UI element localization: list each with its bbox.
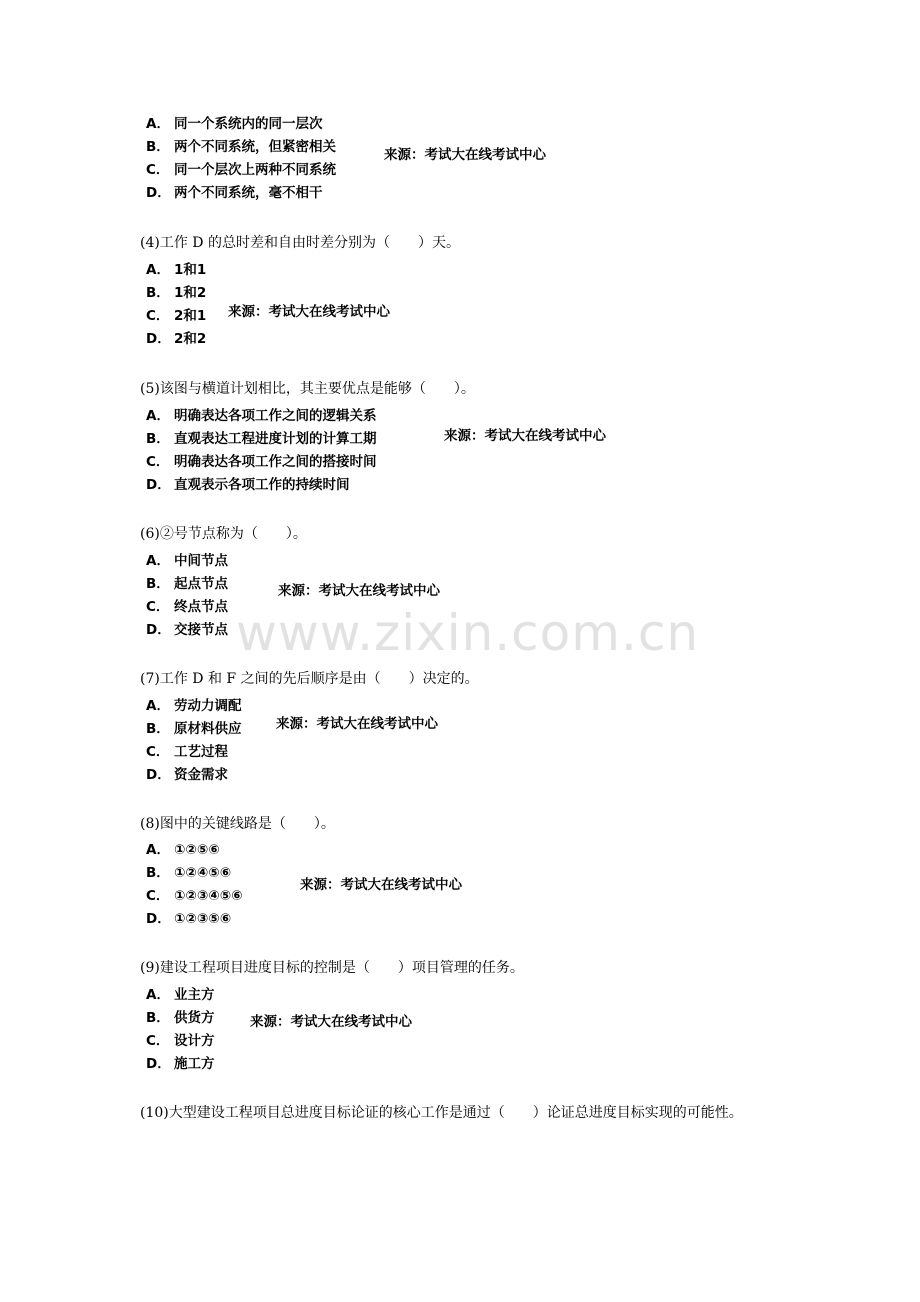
option-c: C． 设计方 — [146, 1033, 215, 1049]
option-b: B． 供货方 — [146, 1010, 215, 1026]
option-a: A． 业主方 — [146, 987, 215, 1003]
option-c: C． 明确表达各项工作之间的搭接时间 — [146, 454, 377, 470]
question-8: (8)图中的关键线路是（ ）。 — [140, 816, 335, 832]
question-9: (9)建设工程项目进度目标的控制是（ ）项目管理的任务。 — [140, 960, 524, 976]
option-d: D． 2和2 — [146, 331, 207, 347]
option-a: A． 同一个系统内的同一层次 — [146, 116, 323, 132]
option-d: D． ①②③⑤⑥ — [146, 911, 232, 927]
option-b: B． 直观表达工程进度计划的计算工期 — [146, 431, 377, 447]
source-label: 来源：考试大在线考试中心 — [300, 877, 462, 893]
option-c: C． 2和1 — [146, 308, 207, 324]
question-6: (6)②号节点称为（ ）。 — [140, 526, 307, 542]
question-10: (10)大型建设工程项目总进度目标论证的核心工作是通过（ ）论证总进度目标实现的可能性。 — [140, 1105, 743, 1121]
option-a: A． 中间节点 — [146, 553, 228, 569]
source-label: 来源：考试大在线考试中心 — [278, 583, 440, 599]
option-b: B． 1和2 — [146, 285, 207, 301]
option-d: D． 两个不同系统，毫不相干 — [146, 185, 323, 201]
option-b: B． ①②④⑤⑥ — [146, 865, 232, 881]
option-b: B． 原材料供应 — [146, 721, 242, 737]
option-a: A． 1和1 — [146, 262, 207, 278]
source-label: 来源：考试大在线考试中心 — [228, 304, 390, 320]
source-label: 来源：考试大在线考试中心 — [444, 428, 606, 444]
question-5: (5)该图与横道计划相比，其主要优点是能够（ ）。 — [140, 381, 475, 397]
option-c: C． 工艺过程 — [146, 744, 228, 760]
option-d: D． 资金需求 — [146, 767, 228, 783]
option-c: C． 终点节点 — [146, 599, 228, 615]
option-d: D． 直观表示各项工作的持续时间 — [146, 477, 350, 493]
option-a: A． 明确表达各项工作之间的逻辑关系 — [146, 408, 377, 424]
option-b: B． 两个不同系统，但紧密相关 — [146, 139, 336, 155]
source-label: 来源：考试大在线考试中心 — [276, 716, 438, 732]
question-7: (7)工作 D 和 F 之间的先后顺序是由（ ）决定的。 — [140, 671, 479, 687]
option-d: D． 交接节点 — [146, 622, 228, 638]
source-label: 来源：考试大在线考试中心 — [250, 1014, 412, 1030]
option-a: A． 劳动力调配 — [146, 698, 242, 714]
source-label: 来源：考试大在线考试中心 — [384, 147, 546, 163]
watermark: www.zixin.com.cn — [236, 604, 700, 662]
option-a: A． ①②⑤⑥ — [146, 842, 220, 858]
option-c: C． ①②③④⑤⑥ — [146, 888, 243, 904]
question-4: (4)工作 D 的总时差和自由时差分别为（ ）天。 — [140, 235, 460, 251]
option-d: D． 施工方 — [146, 1056, 215, 1072]
option-b: B． 起点节点 — [146, 576, 228, 592]
option-c: C． 同一个层次上两种不同系统 — [146, 162, 336, 178]
